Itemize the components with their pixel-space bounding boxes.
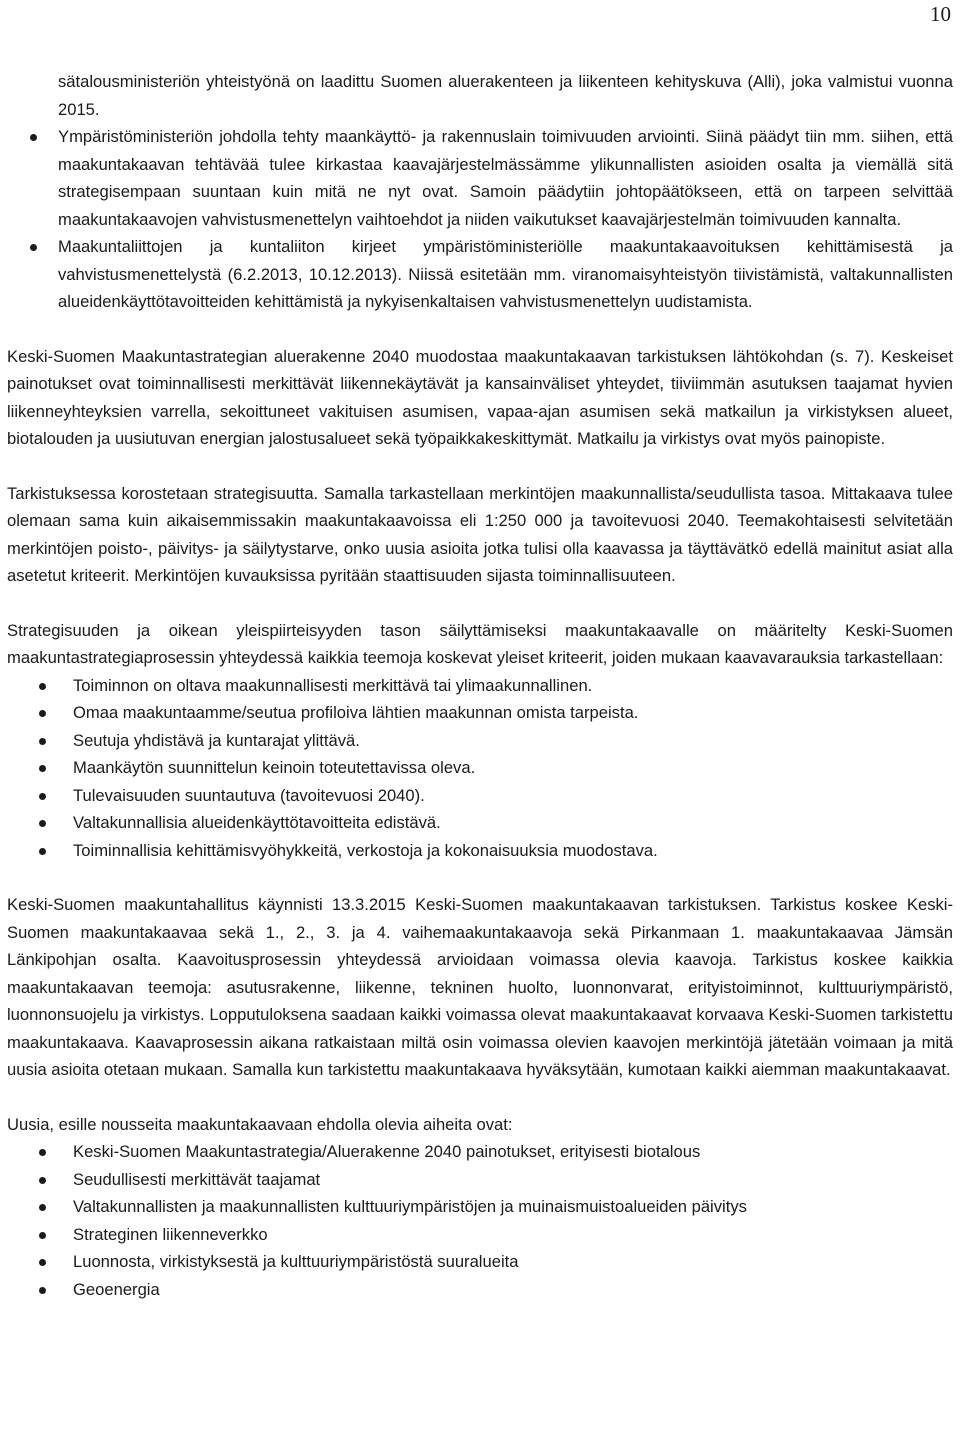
list-item: Ympäristöministeriön johdolla tehty maankäyttö- ja rakennuslain toimivuuden arviointi. Siinä päädyt tiin mm. siihen, että maakuntakaavan tehtävää tulee kirkastaa kaavajärjestelmässämme ylikunnallisten asioiden osalta ja viemällä sitä strategisempaan suuntaan kuin mitä ne nyt ovat. Samoin päädytiin johtopäätökseen, että on tarpeen selvittää maakuntakaavojen vahvistusmenettelyn vaihtoehdot ja niiden vaikutukset kaavajärjestelmän toimivuuden kannalta. [7, 123, 953, 233]
paragraph-maakuntahallitus: Keski-Suomen maakuntahallitus käynnisti 13.3.2015 Keski-Suomen maakuntakaavan tarkistuksen. Tarkistus koskee Keski-Suomen maakuntakaavaa sekä 1., 2., 3. ja 4. vaihemaakuntakaavoja sekä Pirkanmaan 1. maakuntakaavaa Jämsän Länkipohjan osalta. Kaavoitusprosessin yhteydessä arvioidaan voimassa olevia kaavoja. Tarkistus koskee kaikkia maakuntakaavan teemoja: asutusrakenne, liikenne, tekninen huolto, luonnonvarat, erityistoiminnot, kulttuuriympäristö, luonnonsuojelu ja virkistys. Lopputuloksena saadaan kaikki voimassa olevat maakuntakaavat korvaava Keski-Suomen tarkistettu maakuntakaava. Kaavaprosessin aikana ratkaistaan miltä osin voimassa olevien kaavojen merkintöjä jätetään voimaan ja mitä uusia asioita otetaan mukaan. Samalla kun tarkistettu maakuntakaava hyväksytään, kumotaan kaikki aiemman maakuntakaavat. [7, 895, 953, 1079]
list-item: Valtakunnallisten ja maakunnallisten kulttuuriympäristöjen ja muinaismuistoalueiden päivitys [7, 1193, 953, 1221]
paragraph-kriteerit-intro: Strategisuuden ja oikean yleispiirteisyyden tason säilyttämiseksi maakuntakaavalle on määritelty Keski-Suomen maakuntastrategiaprosessin yhteydessä kaikkia teemoja koskevat yleiset kriteerit, joiden mukaan kaavavarauksia tarkastellaan: [7, 620, 953, 667]
list-item: Maakuntaliittojen ja kuntaliiton kirjeet ympäristöministeriölle maakuntakaavoituksen kehittämisestä ja vahvistusmenettelystä (6.2.2013, 10.12.2013). Niissä esitetään mm. viranomaisyhteistyön tiivistämistä, valtakunnallisten alueidenkäyttötavoitteiden kehittämistä ja nykyisenkaltaisen vahvistusmenettelyn uudistamista. [7, 233, 953, 316]
list-item: Maankäytön suunnittelun keinoin toteutettavissa oleva. [7, 754, 953, 782]
list-item: Seudullisesti merkittävät taajamat [7, 1166, 953, 1194]
top-bullet-list [7, 123, 953, 316]
list-item: Toiminnallisia kehittämisvyöhykkeitä, verkostoja ja kokonaisuuksia muodostava. [7, 837, 953, 865]
paragraph-uudet-aiheet-intro: Uusia, esille nousseita maakuntakaavaan ehdolla olevia aiheita ovat: [7, 1114, 513, 1134]
intro-continuation: sätalousministeriön yhteistyönä on laadittu Suomen aluerakenteen ja liikenteen kehityskuva (Alli), joka valmistui vuonna 2015. [58, 72, 953, 119]
topics-list [7, 1138, 953, 1303]
list-item: Toiminnon on oltava maakunnallisesti merkittävä tai ylimaakunnallinen. [7, 672, 953, 700]
criteria-list [7, 672, 953, 865]
list-item: Geoenergia [7, 1276, 953, 1304]
paragraph-aluerakenne: Keski-Suomen Maakuntastrategian aluerakenne 2040 muodostaa maakuntakaavan tarkistuksen lähtökohdan (s. 7). Keskeiset painotukset ovat toiminnallisesti merkittävät liikennekäytävät ja kansainväliset yhteydet, tiiviimmän asutuksen taajamat hyvien liikenneyhteyksien varrella, sekoittuneet vakituisen asumisen, vapaa-ajan asumisen sekä matkailun ja virkistyksen alueet, biotalouden ja uusiutuvan energian jalostusalueet sekä työpaikkakeskittymät. Matkailu ja virkistys ovat myös painopiste. [7, 346, 953, 448]
list-item: Tulevaisuuden suuntautuva (tavoitevuosi 2040). [7, 782, 953, 810]
list-item: Keski-Suomen Maakuntastrategia/Aluerakenne 2040 painotukset, erityisesti biotalous [7, 1138, 953, 1166]
list-item: Omaa maakuntaamme/seutua profiloiva lähtien maakunnan omista tarpeista. [7, 699, 953, 727]
list-item: Luonnosta, virkistyksestä ja kulttuuriympäristöstä suuralueita [7, 1248, 953, 1276]
document-body [7, 68, 953, 1303]
paragraph-tarkistus: Tarkistuksessa korostetaan strategisuutta. Samalla tarkastellaan merkintöjen maakunnallista/seudullista tasoa. Mittakaava tulee olemaan sama kuin aikaisemmissakin maakuntakaavoissa eli 1:250 000 ja tavoitevuosi 2040. Teemakohtaisesti selvitetään merkintöjen poisto-, päivitys- ja säilytystarve, onko uusia asioita jotka tulisi olla kaavassa ja täyttävätkö edellä mainitut asiat alla asetetut kriteerit. Merkintöjen kuvauksissa pyritään staattisuuden sijasta toiminnallisuuteen. [7, 483, 953, 585]
list-item: Seutuja yhdistävä ja kuntarajat ylittävä. [7, 727, 953, 755]
page-number: 10 [930, 2, 951, 26]
list-item: Valtakunnallisia alueidenkäyttötavoitteita edistävä. [7, 809, 953, 837]
list-item: Strateginen liikenneverkko [7, 1221, 953, 1249]
